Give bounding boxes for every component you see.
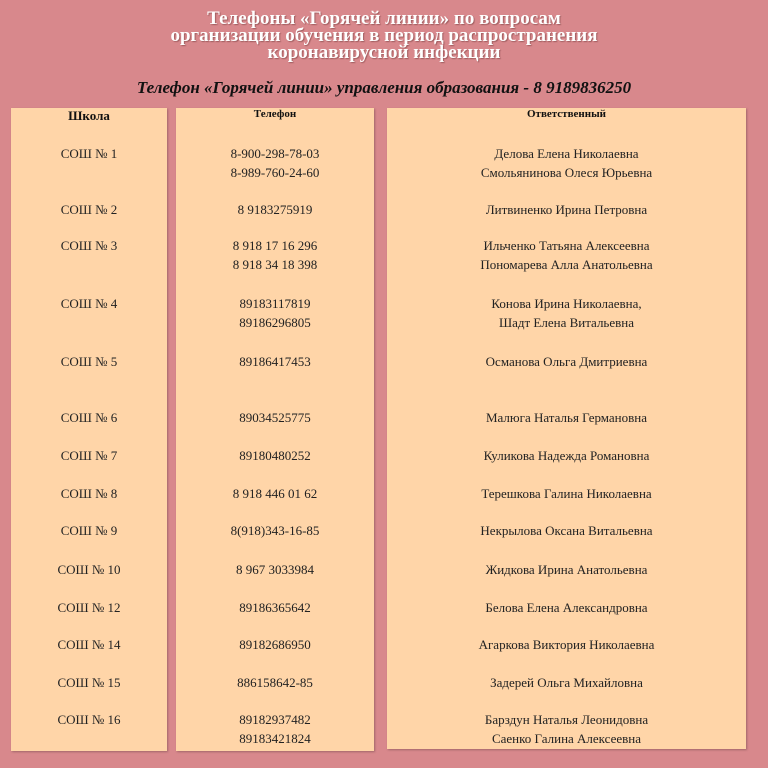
school-cell bbox=[11, 521, 167, 540]
phone-cell-text: 8 9183275919 bbox=[237, 202, 313, 217]
responsible-cell-text: Литвиненко Ирина Петровна bbox=[485, 202, 648, 217]
school-cell bbox=[11, 352, 167, 371]
phone-cell bbox=[176, 144, 374, 182]
responsible-cell-text: Жидкова Ирина Анатольевна bbox=[485, 562, 648, 577]
school-cell-text: СОШ № 10 bbox=[57, 562, 121, 577]
responsible-cell bbox=[387, 521, 746, 540]
responsible-cell bbox=[387, 635, 746, 654]
school-cell-text: СОШ № 5 bbox=[60, 354, 118, 369]
phone-cell-text: 8-989-760-24-60 bbox=[230, 165, 320, 180]
responsible-cell-text: Некрылова Оксана Витальевна bbox=[480, 523, 653, 538]
phone-cell bbox=[176, 598, 374, 617]
phone-cell-text: 8 918 446 01 62 bbox=[232, 486, 318, 501]
phone-cell-text: 8 967 3033984 bbox=[236, 562, 314, 577]
phone-cell-text: 89186365642 bbox=[239, 600, 311, 615]
phone-header: Телефон bbox=[253, 108, 297, 120]
school-cell bbox=[11, 294, 167, 313]
phone-cell-text: 89180480252 bbox=[239, 448, 311, 463]
phone-cell-text: 8(918)343-16-85 bbox=[230, 523, 320, 538]
phone-cell bbox=[176, 408, 374, 427]
responsible-cell-text: Терешкова Галина Николаевна bbox=[481, 486, 652, 501]
school-cell-text: СОШ № 12 bbox=[57, 600, 121, 615]
phone-cell bbox=[176, 446, 374, 465]
school-cell-text: СОШ № 16 bbox=[57, 712, 121, 727]
responsible-cell-text: Белова Елена Александровна bbox=[485, 600, 648, 615]
responsible-cell bbox=[387, 236, 746, 274]
responsible-cell-text: Пономарева Алла Анатольевна bbox=[480, 257, 653, 272]
phone-cell-text: 8 918 17 16 296 bbox=[232, 238, 318, 253]
title-line: коронавирусной инфекции bbox=[267, 42, 501, 63]
school-column bbox=[11, 108, 167, 751]
school-cell-text: СОШ № 1 bbox=[60, 146, 118, 161]
school-cell bbox=[11, 635, 167, 654]
responsible-cell-text: Саенко Галина Алексеевна bbox=[491, 731, 642, 746]
responsible-cell bbox=[387, 598, 746, 617]
school-cell-text: СОШ № 3 bbox=[60, 238, 118, 253]
phone-cell bbox=[176, 294, 374, 332]
responsible-cell-text: Конова Ирина Николаевна, bbox=[491, 296, 642, 311]
school-cell bbox=[11, 200, 167, 219]
hotline-subtitle: Телефон «Горячей линии» управления образования - 8 9189836250 bbox=[136, 78, 632, 97]
responsible-cell-text: Задерей Ольга Михайловна bbox=[490, 675, 643, 690]
school-cell-text: СОШ № 7 bbox=[60, 448, 118, 463]
school-cell-text: СОШ № 8 bbox=[60, 486, 118, 501]
phone-cell bbox=[176, 560, 374, 579]
responsible-cell bbox=[387, 352, 746, 371]
phone-cell bbox=[176, 521, 374, 540]
phone-cell bbox=[176, 200, 374, 219]
phone-cell bbox=[176, 710, 374, 748]
phone-cell-text: 886158642-85 bbox=[237, 675, 313, 690]
phone-cell bbox=[176, 484, 374, 503]
phone-cell-text: 89182937482 bbox=[239, 712, 311, 727]
phone-cell-text: 89183117819 bbox=[239, 296, 311, 311]
responsible-cell bbox=[387, 484, 746, 503]
school-cell-text: СОШ № 15 bbox=[57, 675, 121, 690]
responsible-cell-text: Барздун Наталья Леонидовна bbox=[484, 712, 649, 727]
phone-cell bbox=[176, 673, 374, 692]
responsible-cell bbox=[387, 710, 746, 748]
school-cell bbox=[11, 673, 167, 692]
responsible-cell bbox=[387, 560, 746, 579]
school-cell bbox=[11, 710, 167, 729]
phone-column bbox=[176, 108, 374, 751]
school-cell-text: СОШ № 14 bbox=[57, 637, 121, 652]
phone-cell-text: 89183421824 bbox=[239, 731, 311, 746]
school-cell bbox=[11, 484, 167, 503]
responsible-cell bbox=[387, 408, 746, 427]
responsible-cell-text: Куликова Надежда Романовна bbox=[483, 448, 650, 463]
school-cell bbox=[11, 598, 167, 617]
responsible-cell-text: Смольянинова Олеся Юрьевна bbox=[480, 165, 653, 180]
title-line: организации обучения в период распространения bbox=[170, 25, 598, 46]
responsible-cell-text: Османова Ольга Дмитриевна bbox=[485, 354, 648, 369]
page-title bbox=[0, 10, 768, 61]
title-line: Телефоны «Горячей линии» по вопросам bbox=[207, 8, 561, 29]
responsible-cell bbox=[387, 294, 746, 332]
school-cell bbox=[11, 408, 167, 427]
responsible-cell-text: Ильченко Татьяна Алексеевна bbox=[483, 238, 650, 253]
responsible-cell-text: Малюга Наталья Германовна bbox=[485, 410, 647, 425]
responsible-cell bbox=[387, 200, 746, 219]
school-cell-text: СОШ № 6 bbox=[60, 410, 118, 425]
school-cell bbox=[11, 144, 167, 163]
responsible-column bbox=[387, 108, 746, 749]
phone-cell bbox=[176, 352, 374, 371]
phone-cell-text: 89034525775 bbox=[239, 410, 311, 425]
school-header: Школа bbox=[68, 108, 110, 123]
school-cell-text: СОШ № 2 bbox=[60, 202, 118, 217]
phone-cell-text: 89186417453 bbox=[239, 354, 311, 369]
phone-cell-text: 89182686950 bbox=[239, 637, 311, 652]
school-cell-text: СОШ № 4 bbox=[60, 296, 118, 311]
responsible-cell-text: Агаркова Виктория Николаевна bbox=[478, 637, 655, 652]
school-cell bbox=[11, 446, 167, 465]
phone-cell-text: 8 918 34 18 398 bbox=[232, 257, 318, 272]
phone-cell-text: 89186296805 bbox=[239, 315, 311, 330]
responsible-cell-text: Делова Елена Николаевна bbox=[494, 146, 639, 161]
responsible-cell bbox=[387, 673, 746, 692]
phone-cell-text: 8-900-298-78-03 bbox=[230, 146, 320, 161]
school-cell bbox=[11, 560, 167, 579]
phone-cell bbox=[176, 635, 374, 654]
phone-cell bbox=[176, 236, 374, 274]
school-cell bbox=[11, 236, 167, 255]
responsible-cell-text: Шадт Елена Витальевна bbox=[498, 315, 634, 330]
responsible-cell bbox=[387, 446, 746, 465]
school-cell-text: СОШ № 9 bbox=[60, 523, 118, 538]
responsible-header: Ответственный bbox=[526, 108, 607, 120]
responsible-cell bbox=[387, 144, 746, 182]
